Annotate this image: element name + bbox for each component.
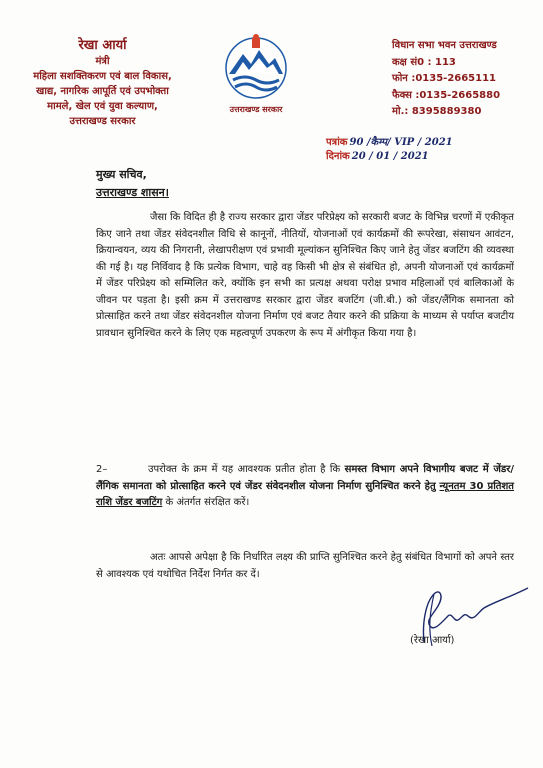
- patrank-value: 90 /कैम्प/ VIP / 2021: [349, 137, 453, 148]
- emblem-logo-icon: [221, 34, 291, 102]
- mobile-number: मो.: 8395889380: [392, 106, 482, 117]
- signatory-name: (रेखा आर्या): [410, 635, 455, 646]
- patrank-row: [326, 136, 453, 150]
- fax-number: फैक्स :0135-2665880: [392, 89, 501, 101]
- phone-number: फोन :0135-2665111: [392, 73, 497, 84]
- emblem-caption: उत्तराखण्ड सरकार: [229, 105, 283, 114]
- date-row: [326, 150, 453, 164]
- letterhead-minister-block: [20, 38, 185, 129]
- paragraph-2-underlined: न्यूनतम 30 प्रतिशत राशि जेंडर बजटिंग: [96, 480, 515, 508]
- addressee-block: [96, 166, 169, 202]
- minister-designation: मंत्री: [95, 56, 110, 67]
- minister-name: रेखा आर्या: [78, 38, 127, 53]
- date-label: दिनांक: [326, 151, 350, 162]
- portfolio-line-4: उत्तराखण्ड सरकार: [69, 116, 136, 127]
- paragraph-3: अतः आपसे अपेक्षा है कि निर्धारित लक्ष्य की प्राप्ति सुनिश्चित करने हेतु संबंधित विभागों को अपने स्तर से आवश्यक एवं यथोचित निर्देश निर्गत कर दें।: [96, 552, 514, 580]
- patrank-label: पत्रांक: [326, 137, 348, 148]
- paragraph-2: [96, 462, 514, 512]
- date-value: 20 / 01 / 2021: [351, 151, 429, 162]
- letterhead-contact-block: [392, 38, 542, 121]
- office-address: विधान सभा भवन उत्तराखण्ड: [392, 40, 497, 51]
- addressee-line-1: मुख्य सचिव,: [96, 168, 147, 181]
- paragraph-2-intro: उपरोक्त के क्रम में यह आवश्यक प्रतीत होता है कि: [148, 464, 345, 475]
- portfolio-line-1: महिला सशक्तिकरण एवं बाल विकास,: [33, 71, 172, 82]
- reference-block: [326, 136, 453, 164]
- portfolio-line-3: मामले, खेल एवं युवा कल्याण,: [47, 101, 158, 112]
- uttarakhand-emblem: [214, 34, 298, 124]
- paragraph-2-number: 2–: [96, 464, 108, 475]
- portfolio-line-2: खाद्य, नागरिक आपूर्ति एवं उपभोक्ता: [36, 86, 169, 97]
- paragraph-2-end: के अंतर्गत संरक्षित करें।: [162, 497, 250, 508]
- addressee-line-2: उत्तराखण्ड शासन।: [96, 186, 169, 199]
- paragraph-1: जैसा कि विदित ही है राज्य सरकार द्वारा जेंडर परिप्रेक्ष्य को सरकारी बजट के विभिन्न चरणों में एकीकृत किए जाने तथा जेंडर संवेदनशील विधि से कानूनों, नीतियों, योजनाओं एवं कार्यक्रमों की रूपरेखा, संसाधन आवंटन, क्रियान्वयन, व्यय की निगरानी, लेखापरीक्षण एवं प्रभावी मूल्यांकन सुनिश्चित किए जाने हेतु जेंडर बजटिंग की व्यवस्था की गई है। यह निर्विवाद है कि प्रत्येक विभाग, चाहे वह किसी भी क्षेत्र से संबंधित हो, अपनी योजनाओं एवं कार्यक्रमों में जेंडर परिप्रेक्ष्य को सम्मिलित करे, क्योंकि इन सभी का प्रत्यक्ष अथवा परोक्ष प्रभाव महिलाओं एवं बालिकाओं के जीवन पर पड़ता है। इसी क्रम में उत्तराखण्ड सरकार द्वारा जेंडर बजटिंग (जी.बी.) को जेंडर/लैंगिक समानता को प्रोत्साहित करने तथा जेंडर संवेदनशील योजना निर्माण एवं बजट तैयार करने की प्रक्रिया के माध्यम से पर्याप्त बजटीय प्रावधान सुनिश्चित करने के लिए एक महत्वपूर्ण उपकरण के रूप में अंगीकृत किया गया है।: [96, 212, 514, 339]
- room-number: कक्ष सं0 : 113: [392, 56, 456, 68]
- paragraph-2-bold: समस्त विभाग अपने विभागीय बजट में जेंडर/लैंगिक समानता को प्रोत्साहित करने एवं जेंडर संवेदनशील योजना निर्माण सुनिश्चित करने हेतु: [96, 464, 514, 492]
